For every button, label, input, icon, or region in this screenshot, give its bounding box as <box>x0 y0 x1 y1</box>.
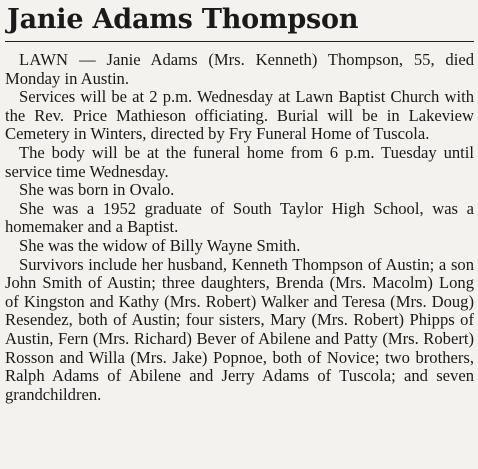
paragraph-visitation: The body will be at the funeral home from 6 p.m. Tuesday until service time Wednesday. <box>5 142 474 181</box>
obituary-headline: Janie Adams Thompson <box>7 4 359 35</box>
paragraph-death-notice <box>5 51 474 88</box>
obituary-body <box>5 51 474 404</box>
dateline: LAWN <box>19 50 69 69</box>
headline-rule <box>5 41 474 42</box>
paragraph-services: Services will be at 2 p.m. Wednesday at Lawn Baptist Church with the Rev. Price Mathieson officiating. Burial will be in Lakeview Cemetery in Winters, directed by Fry Funeral Home of Tuscola. <box>5 87 474 144</box>
paragraph-spouse: She was the widow of Billy Wayne Smith. <box>19 235 301 255</box>
paragraph-birthplace: She was born in Ovalo. <box>19 180 175 200</box>
paragraph-education: She was a 1952 graduate of South Taylor High School, was a homemaker and a Baptist. <box>5 198 474 237</box>
paragraph-survivors: Survivors include her husband, Kenneth Thompson of Austin; a son John Smith of Austin; three daughters, Brenda (Mrs. Macolm) Long of Kingston and Kathy (Mrs. Robert) Walker and Teresa (Mrs. Doug) Resendez, both of Austin; four sisters, Mary (Mrs. Robert) Phipps of Austin, Fern (Mrs. Richard) Bever of Abilene and Patty (Mrs. Robert) Rosson and Willa (Mrs. Jake) Popnoe, both of Novice; two brothers, Ralph Adams of Abilene and Jerry Adams of Tuscola; and seven grandchildren. <box>5 254 474 404</box>
paragraph-death-notice-text: — Janie Adams (Mrs. Kenneth) Thompson, 55, died Monday in Austin. <box>5 50 474 88</box>
